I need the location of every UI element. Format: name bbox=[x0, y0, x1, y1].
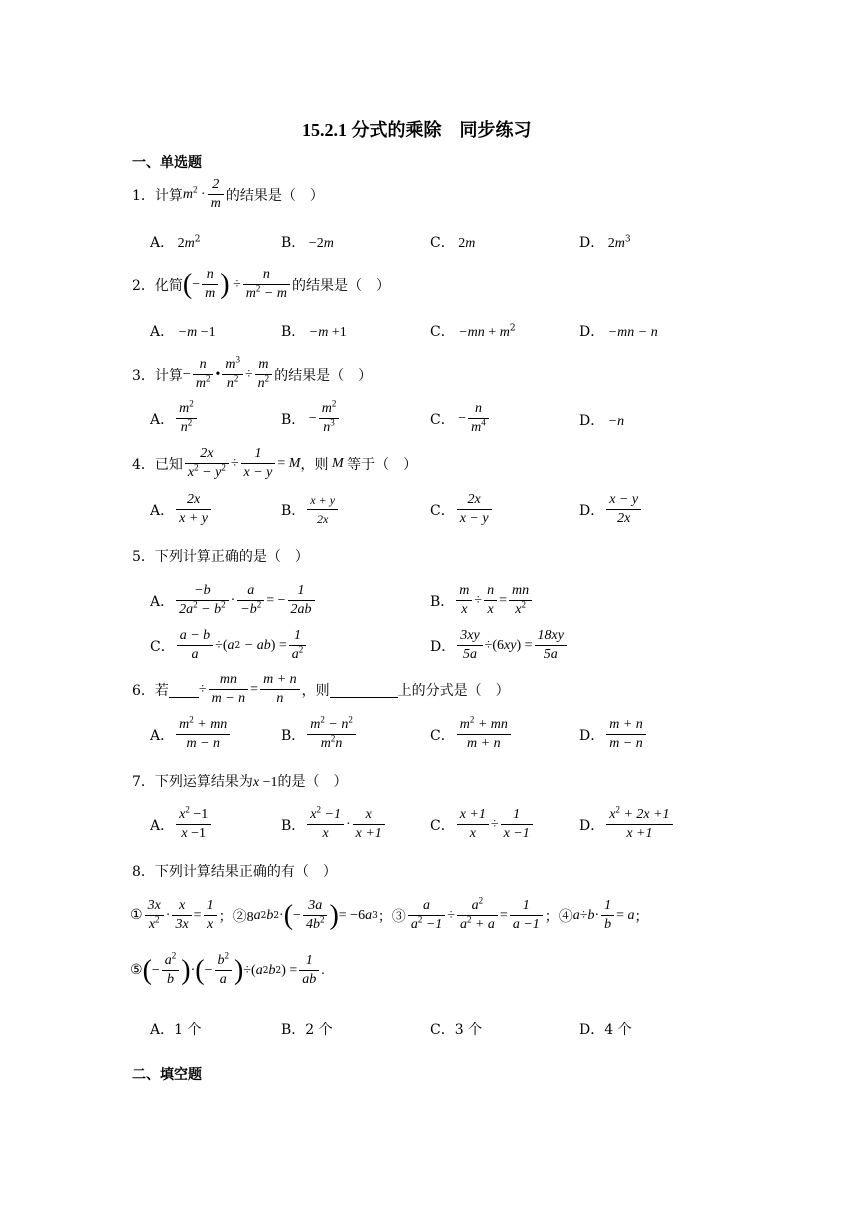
q2-option-a[interactable]: A． −m −1 bbox=[150, 324, 216, 340]
q1-option-d[interactable]: D． $2m^3$ bbox=[579, 234, 631, 251]
q6-option-a[interactable]: A． $\frac{m^2 + mn}{m - n}$ bbox=[150, 716, 232, 753]
question-2-suffix: 的结果是（ ） bbox=[291, 277, 390, 294]
q6-option-c[interactable]: C． $\frac{m^2 + mn}{m + n}$ bbox=[430, 716, 513, 753]
question-6-stem: 6．若 ÷ $\frac{mn}{m - n}$ = $\frac{m + n}{n}$ ，则 上的分式是（ ） bbox=[132, 672, 510, 706]
q2-fraction-1: $\frac{n}{m}$ bbox=[202, 266, 218, 303]
question-6-suffix: 上的分式是（ ） bbox=[397, 682, 510, 699]
question-4-prefix: 4．已知 bbox=[132, 456, 183, 473]
q8-option-a[interactable]: A．1 个 bbox=[150, 1022, 202, 1038]
q1-expr-m2: $m^2$ bbox=[182, 183, 198, 202]
q3-option-b[interactable]: B． − $\frac{m^2}{n^3}$ bbox=[281, 400, 341, 437]
q4-option-c[interactable]: C． $\frac{2x}{x - y}$ bbox=[430, 491, 494, 528]
q6-option-b[interactable]: B． $\frac{m^2 - n^2}{m^2n}$ bbox=[281, 716, 358, 753]
blank-2 bbox=[330, 681, 398, 698]
question-8-stem: 8．下列计算结果正确的有（ ） bbox=[132, 864, 337, 880]
question-7-prefix: 7．下列运算结果为 bbox=[132, 774, 253, 790]
q7-option-d[interactable]: D． $\frac{x^2 + 2x +1}{x +1}$ bbox=[579, 806, 675, 843]
q3-fraction-2: $\frac{m^3}{n^2}$ bbox=[222, 356, 243, 393]
q6-option-d[interactable]: D． $\frac{m + n}{m - n}$ bbox=[579, 716, 648, 753]
question-7-suffix: 的是（ ） bbox=[277, 774, 348, 790]
q3-option-d[interactable]: D． −n bbox=[579, 413, 625, 429]
question-6-mid: ，则 bbox=[301, 682, 330, 699]
q1-option-b[interactable]: B． −2m bbox=[281, 235, 334, 251]
q4-fraction-1: $\frac{2x}{x^2 - y^2}$ bbox=[185, 445, 229, 482]
q7-option-a[interactable]: A． $\frac{x^2 -1}{x -1}$ bbox=[150, 806, 213, 843]
question-6-prefix: 6．若 bbox=[132, 682, 169, 699]
q3-option-a[interactable]: A． $\frac{m^2}{n^2}$ bbox=[150, 400, 199, 437]
q4-fraction-2: $\frac{1}{x - y}$ bbox=[241, 445, 276, 482]
q8-statements-line-2: ⑤ ( − $\frac{a^2}{b}$ ) · ( − $\frac{b^2}{a}$ ) ÷( a 2 b 2 ) = $\frac{1}{ab}$ . bbox=[130, 950, 325, 987]
q5-option-c[interactable]: C． $\frac{a - b}{a}$ ÷( a 2 − ab ) = $\frac{1}{a^2}$ bbox=[150, 627, 308, 664]
q1-option-a[interactable]: A． $2m^2$ bbox=[150, 234, 201, 251]
blank-1 bbox=[169, 681, 199, 698]
question-3-suffix: 的结果是（ ） bbox=[274, 367, 373, 384]
q2-option-d[interactable]: D． −mn − n bbox=[579, 324, 658, 340]
q3-option-c[interactable]: C． − $\frac{n}{m^4}$ bbox=[430, 400, 491, 437]
question-1-stem: 1．计算 $m^2$ · $\frac{2}{m}$ 的结果是（ ） bbox=[132, 177, 324, 211]
question-5-stem: 5．下列计算正确的是（ ） bbox=[132, 549, 309, 565]
section-heading-fill-in: 二、填空题 bbox=[132, 1067, 202, 1083]
q1-fraction: $\frac{2}{m}$ bbox=[208, 176, 224, 213]
question-4-mid: ，则 bbox=[300, 456, 329, 473]
q4-option-b[interactable]: B． $\frac{x + y}{2x}$ bbox=[281, 491, 340, 528]
page-title: 15.2.1 分式的乘除 同步练习 bbox=[302, 120, 532, 140]
q1-option-c[interactable]: C． 2m bbox=[430, 235, 476, 251]
question-1-suffix: 的结果是（ ） bbox=[225, 187, 324, 204]
q3-fraction-3: $\frac{m}{n^2}$ bbox=[255, 356, 273, 393]
q6-fraction-2: $\frac{m + n}{n}$ bbox=[260, 671, 300, 708]
question-2-stem: 2．化简 ( − $\frac{n}{m}$ ) ÷ $\frac{n}{m^2 - m}$ 的结果是（ ） bbox=[132, 267, 390, 301]
section-heading-single-choice: 一、单选题 bbox=[132, 155, 202, 171]
q2-option-b[interactable]: B． −m +1 bbox=[281, 324, 347, 340]
q8-option-d[interactable]: D．4 个 bbox=[579, 1022, 632, 1038]
q8-statements-line-1: ① $\frac{3x}{x^2}$ · $\frac{x}{3x}$ = $\frac{1}{x}$ ；②8 a 2 b 2 · ( − $\frac{3a}{4b^2}$ ) = −6 a 3 ；③ $\frac{a}{a^2 -1}$ ÷ $\frac{a^2}{a^2 + a}$ = $\frac{1}{a -1}$ ；④ a ÷ b · $\frac{1}{b}$ = a ； bbox=[130, 895, 649, 932]
q8-option-c[interactable]: C．3 个 bbox=[430, 1022, 483, 1038]
q5-option-b[interactable]: B． $\frac{m}{x}$ ÷ $\frac{n}{x}$ = $\frac{mn}{x^2}$ bbox=[430, 582, 534, 619]
q3-fraction-1: $\frac{n}{m^2}$ bbox=[193, 356, 214, 393]
q5-option-d[interactable]: D． $\frac{3xy}{5a}$ ÷(6 xy ) = $\frac{18xy}{5a}$ bbox=[430, 627, 569, 664]
question-3-stem: 3．计算 − $\frac{n}{m^2}$ • $\frac{m^3}{n^2}$ ÷ $\frac{m}{n^2}$ 的结果是（ ） bbox=[132, 354, 373, 391]
question-2-prefix: 2．化简 bbox=[132, 277, 183, 294]
q2-option-c[interactable]: C． $-mn + m^2$ bbox=[430, 323, 516, 340]
question-4-stem: 4．已知 $\frac{2x}{x^2 - y^2}$ ÷ $\frac{1}{x - y}$ = M ，则 M 等于（ ） bbox=[132, 446, 418, 480]
q5-option-a[interactable]: A． $\frac{-b}{2a^2 - b^2}$ · $\frac{a}{-b^2}$ = − $\frac{1}{2ab}$ bbox=[150, 582, 317, 619]
q8-option-b[interactable]: B．2 个 bbox=[281, 1022, 333, 1038]
question-3-prefix: 3．计算 bbox=[132, 367, 183, 384]
q7-option-b[interactable]: B． $\frac{x^2 -1}{x}$ · $\frac{x}{x +1}$ bbox=[281, 806, 387, 843]
q4-option-d[interactable]: D． $\frac{x - y}{2x}$ bbox=[579, 491, 643, 528]
q6-fraction-1: $\frac{mn}{m - n}$ bbox=[209, 671, 249, 708]
question-7-stem: 7．下列运算结果为x −1的是（ ） bbox=[132, 774, 348, 790]
q2-fraction-2: $\frac{n}{m^2 - m}$ bbox=[243, 266, 290, 303]
question-4-suffix: 等于（ ） bbox=[347, 456, 418, 473]
question-1-prefix: 1．计算 bbox=[132, 187, 183, 204]
q7-option-c[interactable]: C． $\frac{x +1}{x}$ ÷ $\frac{1}{x -1}$ bbox=[430, 806, 535, 843]
q4-option-a[interactable]: A． $\frac{2x}{x + y}$ bbox=[150, 491, 213, 528]
